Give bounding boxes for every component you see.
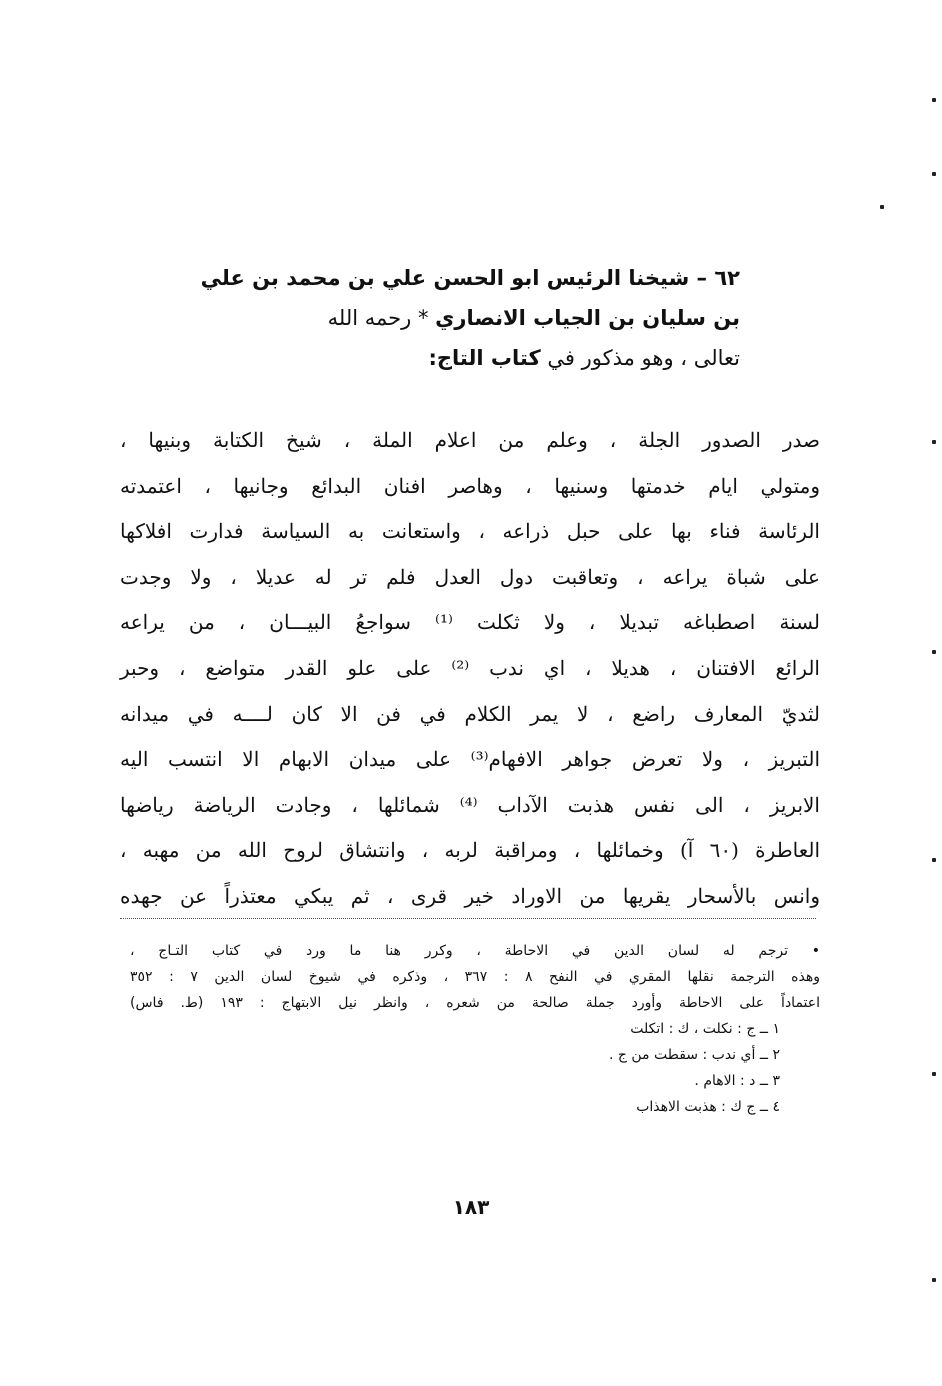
text-line: وانس بالأسحار يقريها من الاوراد خير قرى ، ثم يبكي معتذراً عن جهده: [120, 883, 820, 908]
footnote-divider: [120, 918, 816, 919]
text-line: الرائع الافتنان ، هديلا ، اي ندب ⁽²⁾ على علو القدر متواضع ، وحبر: [120, 655, 820, 680]
page-number: ١٨٣: [452, 1195, 490, 1219]
heading-line-2: [180, 298, 740, 338]
heading-line-2-rest: * رحمه الله: [327, 306, 429, 330]
margin-mark: [932, 1278, 936, 1282]
margin-mark: [932, 440, 936, 444]
footnote-item: ٤ ــ ج ك : هذبت الاهذاب: [636, 1099, 780, 1115]
text-line: صدر الصدور الجلة ، وعلم من اعلام الملة ، شيخ الكتابة وبنيها ،: [120, 428, 820, 452]
footnote-main-line: • ترجم له لسان الدين في الاحاطة ، وكرر هنا ما ورد في كتاب التـاج ،: [130, 943, 820, 959]
margin-mark: [880, 205, 884, 209]
text-line: الابريز ، الى نفس هذبت الآداب ⁽⁴⁾ شمائلها ، وجادت الرياضة رياضها: [120, 792, 820, 817]
footnotes: [130, 938, 820, 1120]
main-paragraph: [120, 418, 820, 920]
margin-mark: [932, 172, 936, 176]
text-line: العاطرة (٦٠ آ) وخمائلها ، ومراقبة لربه ، وانتشاق لروح الله من مهبه ،: [120, 838, 821, 863]
heading-line-3: [180, 338, 740, 378]
text-line: على شباة يراعه ، وتعاقبت دول العدل فلم تر له عديلا ، ولا وجدت: [120, 564, 820, 589]
footnote-item: ٢ ــ أي ندب : سقطت من ج .: [608, 1047, 780, 1063]
text-line: التبريز ، ولا تعرض جواهر الافهام⁽³⁾ على ميدان الابهام الا انتسب اليه: [120, 747, 820, 772]
text-line: لسنة اصطباغه تبديلا ، ولا ثكلت ⁽¹⁾ سواجعُ البيـــان ، من يراعه: [120, 610, 821, 635]
margin-mark: [932, 1072, 936, 1076]
footnote-main-line: اعتماداً على الاحاطة وأورد جملة صالحة من شعره ، وانظر نيل الابتهاج : ١٩٣ (ط. فاس): [130, 995, 821, 1011]
footnote-item: ٣ ــ د : الاهام .: [694, 1073, 780, 1089]
footnote-main-line: وهذه الترجمة نقلها المقري في النفح ٨ : ٣٦٧ ، وذكره في شيوخ لسان الدين ٧ : ٣٥٢: [130, 969, 820, 985]
entry-heading: [180, 258, 740, 378]
footnote-item: ١ ــ ج : نكلت ، ك : اتكلت: [630, 1021, 780, 1037]
heading-line-3-rest: تعالى ، وهو مذكور في: [547, 346, 740, 370]
heading-line-3-bold: كتاب التاج:: [428, 346, 541, 370]
margin-mark: [932, 650, 936, 654]
margin-mark: [932, 858, 936, 862]
text-line: لثديّ المعارف راضع ، لا يمر الكلام في فن الا كان لــــه في ميدانه: [120, 701, 820, 726]
text-line: الرئاسة فناء بها على حبل ذراعه ، واستعانت به السياسة فدارت افلاكها: [120, 519, 820, 544]
heading-line-1: ٦٢ – شيخنا الرئيس ابو الحسن علي بن محمد بن علي: [200, 266, 740, 290]
margin-mark: [932, 98, 936, 102]
heading-line-2-bold: بن سليان بن الجياب الانصاري: [435, 306, 740, 330]
text-line: ومتولي ايام خدمتها وسنيها ، وهاصر افنان البدائع وجانيها ، اعتمدته: [120, 473, 820, 498]
